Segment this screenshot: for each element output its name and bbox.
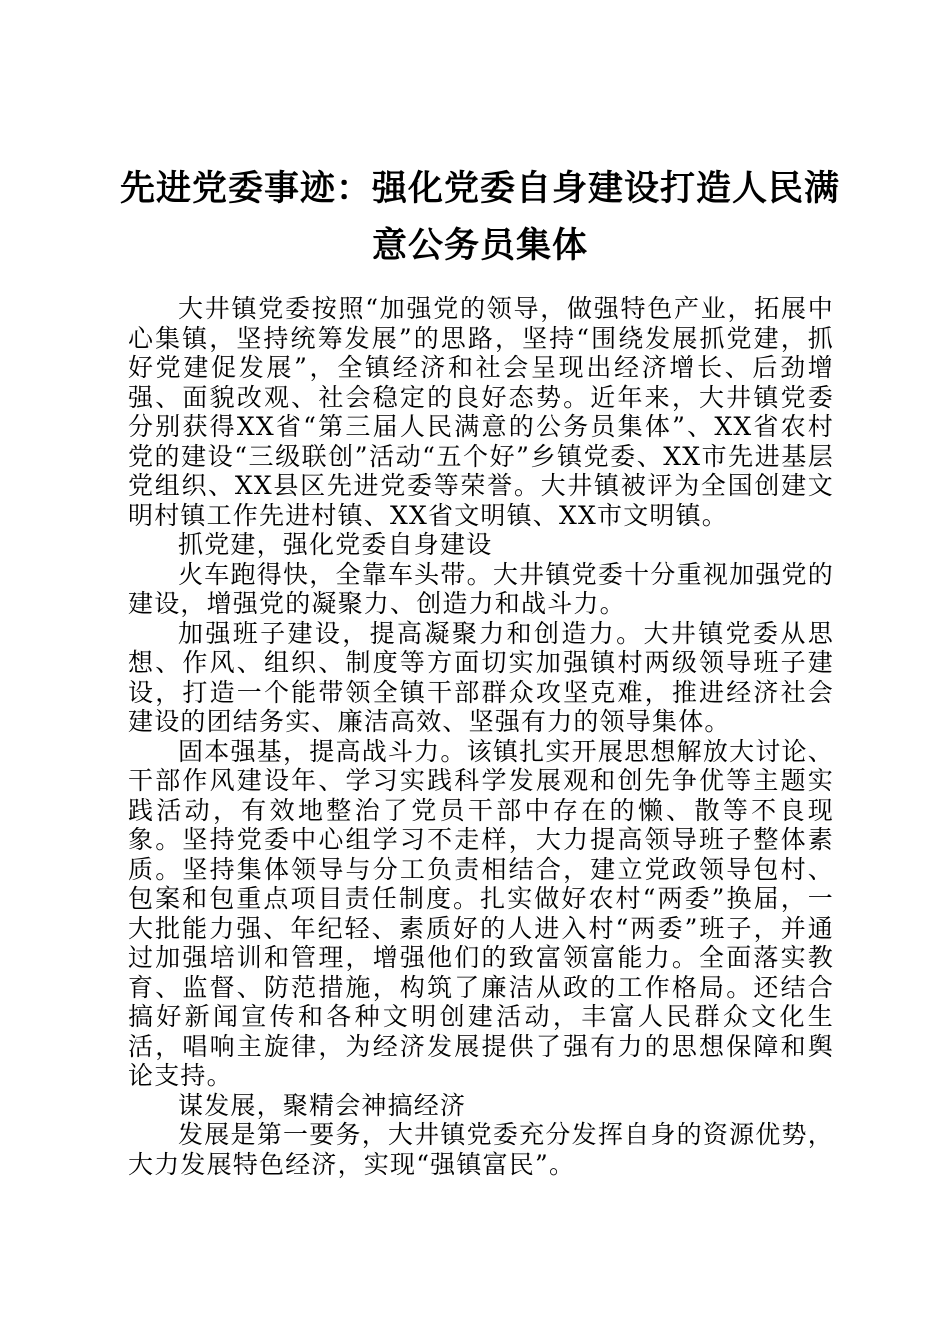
title-line-2: 意公务员集体 xyxy=(371,225,588,266)
title-line-1: 先进党委事迹：强化党委自身建设打造人民满 xyxy=(119,168,840,209)
document-body xyxy=(128,294,834,1179)
paragraph-train-metaphor: 火车跑得快，全靠车头带。大井镇党委十分重视加强党的建设，增强党的凝聚力、创造力和战斗力。 xyxy=(128,559,834,618)
section-heading-development: 谋发展，聚精会神搞经济 xyxy=(178,1090,467,1120)
paragraph-intro: 大井镇党委按照“加强党的领导，做强特色产业，拓展中心集镇，坚持统筹发展”的思路，坚持“围绕发展抓党建，抓好党建促发展”，全镇经济和社会呈现出经济增长、后劲增强、面貌改观、社会稳定的良好态势。近年来，大井镇党委分别获得XX省“第三届人民满意的公务员集体”、XX省农村党的建设“三级联创”活动“五个好”乡镇党委、XX市先进基层党组织、XX县区先进党委等荣誉。大井镇被评为全国创建文明村镇工作先进村镇、XX省文明镇、XX市文明镇。 xyxy=(128,294,834,530)
document-title xyxy=(110,160,850,274)
paragraph-development: 发展是第一要务，大井镇党委充分发挥自身的资源优势，大力发展特色经济，实现“强镇富民”。 xyxy=(128,1120,834,1179)
paragraph-team-building: 加强班子建设，提高凝聚力和创造力。大井镇党委从思想、作风、组织、制度等方面切实加强镇村两级领导班子建设，打造一个能带领全镇干部群众攻坚克难，推进经济社会建设的团结务实、廉洁高效、坚强有力的领导集体。 xyxy=(128,618,834,736)
paragraph-foundation: 固本强基，提高战斗力。该镇扎实开展思想解放大讨论、干部作风建设年、学习实践科学发展观和创先争优等主题实践活动，有效地整治了党员干部中存在的懒、散等不良现象。坚持党委中心组学习不走样，大力提高领导班子整体素质。坚持集体领导与分工负责相结合，建立党政领导包村、包案和包重点项目责任制度。扎实做好农村“两委”换届，一大批能力强、年纪轻、素质好的人进入村“两委”班子，并通过加强培训和管理，增强他们的致富领富能力。全面落实教育、监督、防范措施，构筑了廉洁从政的工作格局。还结合搞好新闻宣传和各种文明创建活动，丰富人民群众文化生活，唱响主旋律，为经济发展提供了强有力的思想保障和舆论支持。 xyxy=(128,736,834,1090)
section-heading-party-building: 抓党建，强化党委自身建设 xyxy=(178,530,493,559)
